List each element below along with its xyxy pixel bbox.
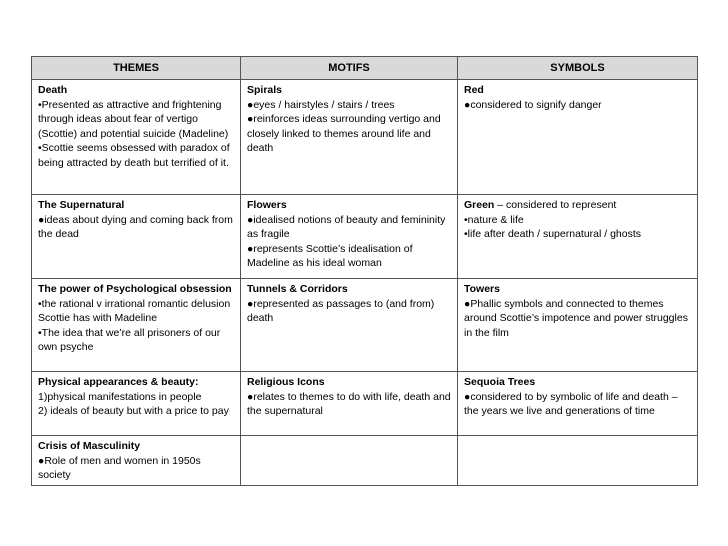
cell-title-line [464, 198, 691, 213]
cell-title: The power of Psychological obsession [38, 283, 232, 295]
cell-title-suffix: – considered to represent [494, 199, 617, 211]
cell-title: The Supernatural [38, 199, 125, 211]
table-header-row [32, 57, 698, 80]
cell-motif [241, 279, 458, 372]
cell-line: ●considered to signify danger [464, 98, 602, 111]
header-themes: THEMES [32, 57, 241, 80]
cell-title: Tunnels & Corridors [247, 283, 348, 295]
cell-theme [32, 279, 241, 372]
cell-title: Sequoia Trees [464, 376, 536, 388]
themes-table-wrapper [31, 56, 698, 486]
cell-line: ●represents Scottie’s idealisation of Madeline as his ideal woman [247, 242, 413, 270]
cell-line: •The idea that we’re all prisoners of our own psyche [38, 326, 221, 354]
cell-motif-empty [241, 436, 458, 486]
cell-line: •nature & life [464, 213, 524, 226]
cell-line: •Scottie seems obsessed with paradox of being attracted by death but terrified of it. [38, 142, 230, 169]
header-motifs: MOTIFS [241, 57, 458, 80]
cell-symbol [458, 279, 698, 372]
cell-theme [32, 436, 241, 486]
cell-line: ●relates to themes to do with life, death and the supernatural [247, 390, 451, 418]
table-row [32, 436, 698, 486]
cell-line: ●Phallic symbols and connected to themes around Scottie’s impotence and power struggles in the film [464, 297, 688, 339]
cell-symbol [458, 372, 698, 436]
cell-title: Physical appearances & beauty: [38, 376, 199, 388]
themes-motifs-symbols-table [31, 56, 698, 486]
cell-line: ●considered to by symbolic of life and death – the years we live and generations of time [464, 390, 678, 418]
cell-line: ●idealised notions of beauty and femininity as fragile [247, 213, 446, 241]
cell-title: Towers [464, 283, 500, 295]
cell-symbol [458, 80, 698, 195]
cell-line: ●ideas about dying and coming back from the dead [38, 213, 233, 241]
cell-line: ●eyes / hairstyles / stairs / trees [247, 98, 395, 111]
cell-motif [241, 80, 458, 195]
table-row [32, 279, 698, 372]
cell-symbol [458, 195, 698, 279]
cell-theme [32, 195, 241, 279]
cell-title: Crisis of Masculinity [38, 440, 141, 452]
table-row [32, 372, 698, 436]
cell-line: •the rational v irrational romantic delusion Scottie has with Madeline [38, 297, 231, 325]
cell-line: ●Role of men and women in 1950s society [38, 454, 201, 482]
cell-motif [241, 195, 458, 279]
cell-line: ●represented as passages to (and from) death [247, 297, 435, 325]
cell-title: Religious Icons [247, 376, 325, 388]
cell-line: ●reinforces ideas surrounding vertigo and closely linked to themes around life and death [247, 113, 441, 155]
cell-title: Red [464, 84, 484, 96]
cell-line: •life after death / supernatural / ghosts [464, 228, 642, 241]
table-row [32, 80, 698, 195]
table-row [32, 195, 698, 279]
cell-line: •Presented as attractive and frightening through ideas about fear of vertigo (Scottie) and potential suicide (Madeline) [38, 98, 229, 140]
cell-title: Spirals [247, 84, 283, 96]
cell-title: Flowers [247, 199, 287, 211]
cell-line: 1)physical manifestations in people [38, 390, 202, 403]
cell-theme [32, 80, 241, 195]
cell-symbol-empty [458, 436, 698, 486]
cell-theme [32, 372, 241, 436]
cell-motif [241, 372, 458, 436]
cell-title: Death [38, 84, 68, 96]
cell-line: 2) ideals of beauty but with a price to pay [38, 405, 229, 418]
header-symbols: SYMBOLS [458, 57, 698, 80]
cell-title: Green [464, 199, 495, 211]
